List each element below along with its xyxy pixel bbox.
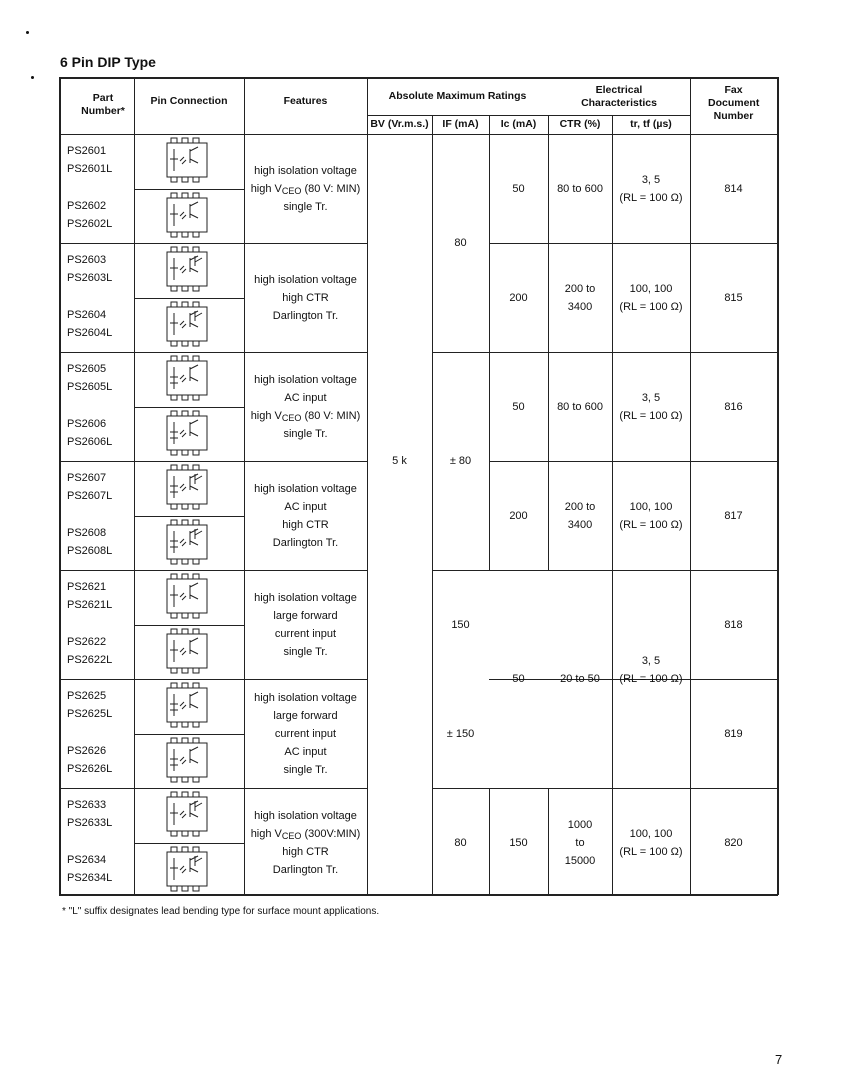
feature-text: large forward [273, 709, 338, 722]
table-rule [432, 788, 548, 789]
ctr-value: to [575, 836, 585, 849]
pin-connection-icon [162, 410, 212, 456]
trtf-value: 3, 5 [641, 391, 661, 404]
feature-text: single Tr. [283, 427, 328, 440]
feature-text: high VCEO (300V:MIN) [250, 827, 361, 841]
pin-connection-icon [162, 682, 212, 728]
trtf-value: 100, 100 [629, 827, 673, 840]
part-number: PS2604L [67, 327, 113, 339]
part-number: PS2634 [67, 854, 107, 866]
feature-text: high isolation voltage [254, 591, 357, 604]
ic-value: 50 [512, 400, 525, 413]
trtf-value: 3, 5 [641, 173, 661, 186]
part-number: PS2625L [67, 708, 113, 720]
header-trtf: tr, tf (µs) [630, 118, 672, 130]
table-rule [134, 843, 244, 844]
page-number: 7 [775, 1052, 783, 1067]
part-number: PS2608L [67, 545, 113, 557]
page-title: 6 Pin DIP Type [60, 54, 156, 70]
pin-connection-icon [162, 137, 212, 183]
part-number: PS2621 [67, 581, 107, 593]
trtf-value: 100, 100 [629, 282, 673, 295]
table-rule [59, 788, 367, 789]
table-rule [432, 570, 489, 571]
part-number: PS2605 [67, 363, 107, 375]
header-ctr: CTR (%) [559, 118, 601, 130]
part-number: PS2604 [67, 309, 107, 321]
table-rule [59, 679, 367, 680]
table-rule [134, 734, 244, 735]
pin-connection-icon [162, 519, 212, 565]
table-rule [489, 570, 690, 571]
pin-connection-icon [162, 464, 212, 510]
feature-text: single Tr. [283, 200, 328, 213]
part-number: PS2626 [67, 745, 107, 757]
feature-text: single Tr. [283, 763, 328, 776]
part-number: PS2633 [67, 799, 107, 811]
table-rule [690, 461, 777, 462]
part-number: PS2607L [67, 490, 113, 502]
table-rule [134, 298, 244, 299]
table-rule [59, 461, 367, 462]
part-number: PS2601L [67, 163, 113, 175]
table-rule [134, 77, 135, 895]
feature-text: Darlington Tr. [272, 863, 339, 876]
part-number: PS2626L [67, 763, 113, 775]
footnote: * "L" suffix designates lead bending type for surface mount applications. [62, 906, 380, 917]
header-electrical: Electrical Characteristics [581, 84, 657, 109]
feature-text: high isolation voltage [254, 273, 357, 286]
feature-text: AC input [284, 500, 327, 513]
trtf-value: (RL = 100 Ω) [619, 409, 683, 422]
header-bv: BV (Vr.m.s.) [370, 118, 429, 130]
margin-dot [31, 76, 34, 79]
trtf-value: (RL = 100 Ω) [619, 191, 683, 204]
header-absolute-max: Absolute Maximum Ratings [388, 90, 527, 102]
table-rule [134, 625, 244, 626]
ctr-value: 1000 [567, 818, 593, 831]
if-value: 80 [454, 836, 467, 849]
if-value: 80 [454, 237, 467, 249]
feature-text: high isolation voltage [254, 691, 357, 704]
table-rule [59, 77, 778, 79]
trtf-value: 3, 5 [641, 655, 661, 667]
table-rule [59, 243, 367, 244]
pin-connection-icon [162, 301, 212, 347]
table-rule [59, 134, 777, 135]
feature-text: high CTR [282, 845, 329, 858]
trtf-value: (RL = 100 Ω) [619, 845, 683, 858]
feature-text: high isolation voltage [254, 809, 357, 822]
table-rule [489, 243, 690, 244]
part-number: PS2602L [67, 218, 113, 230]
feature-text: high CTR [282, 518, 329, 531]
ctr-value: 200 to [564, 282, 596, 295]
ctr-value: 80 to 600 [557, 400, 603, 413]
pin-connection-icon [162, 791, 212, 837]
ctr-value: 3400 [567, 518, 593, 531]
part-number: PS2606 [67, 418, 107, 430]
pin-connection-icon [162, 737, 212, 783]
table-rule [134, 407, 244, 408]
header-features: Features [283, 95, 328, 107]
table-rule [690, 77, 691, 895]
header-pin-connection: Pin Connection [150, 95, 228, 107]
table-rule [690, 243, 777, 244]
if-value: ± 150 [446, 727, 475, 740]
header-ic: Ic (mA) [500, 118, 537, 130]
ctr-value: 80 to 600 [557, 182, 603, 195]
part-number: PS2603L [67, 272, 113, 284]
feature-text: high VCEO (80 V: MIN) [250, 409, 361, 423]
table-rule [690, 570, 777, 571]
fax-number: 814 [724, 182, 743, 195]
fax-number: 818 [724, 618, 743, 631]
header-if: IF (mA) [442, 118, 479, 130]
pin-connection-icon [162, 628, 212, 674]
pin-connection-icon [162, 573, 212, 619]
trtf-value: 100, 100 [629, 500, 673, 513]
table-rule [59, 894, 778, 896]
feature-text: high isolation voltage [254, 373, 357, 386]
trtf-value: (RL = 100 Ω) [619, 300, 683, 313]
bv-value: 5 k [392, 455, 407, 467]
ic-value: 200 [509, 509, 528, 522]
part-number: PS2621L [67, 599, 113, 611]
pin-connection-icon [162, 846, 212, 892]
ctr-value: 15000 [564, 854, 596, 867]
ic-value: 150 [509, 836, 528, 849]
part-number: PS2601 [67, 145, 107, 157]
table-rule [59, 77, 61, 895]
part-number: PS2605L [67, 381, 113, 393]
part-number: PS2633L [67, 817, 113, 829]
feature-text: large forward [273, 609, 338, 622]
if-value: 150 [451, 618, 470, 631]
part-number: PS2622 [67, 636, 107, 648]
part-number: PS2608 [67, 527, 107, 539]
feature-text: current input [274, 627, 337, 640]
fax-number: 819 [724, 727, 743, 740]
table-rule [432, 352, 489, 353]
part-number: PS2625 [67, 690, 107, 702]
feature-text: AC input [284, 391, 327, 404]
table-rule [367, 77, 368, 895]
margin-dot [26, 31, 29, 34]
fax-number: 815 [724, 291, 743, 304]
part-number: PS2622L [67, 654, 113, 666]
ctr-value: 200 to [564, 500, 596, 513]
table-rule [489, 461, 690, 462]
feature-text: current input [274, 727, 337, 740]
table-rule [59, 570, 367, 571]
part-number: PS2607 [67, 472, 107, 484]
part-number: PS2606L [67, 436, 113, 448]
fax-number: 816 [724, 400, 743, 413]
ctr-value: 20 to 50 [560, 673, 600, 685]
part-number: PS2602 [67, 200, 107, 212]
ic-value: 200 [509, 291, 528, 304]
header-part-number: Part Number* [81, 92, 125, 117]
table-rule [690, 352, 777, 353]
feature-text: Darlington Tr. [272, 536, 339, 549]
pin-connection-icon [162, 355, 212, 401]
feature-text: high isolation voltage [254, 482, 357, 495]
table-rule [777, 77, 779, 895]
part-number: PS2634L [67, 872, 113, 884]
feature-text: high CTR [282, 291, 329, 304]
pin-connection-icon [162, 192, 212, 238]
ic-value: 50 [512, 673, 525, 685]
pin-connection-icon [162, 246, 212, 292]
feature-text: AC input [284, 745, 327, 758]
fax-number: 820 [724, 836, 743, 849]
trtf-value: (RL = 100 Ω) [619, 673, 683, 685]
feature-text: Darlington Tr. [272, 309, 339, 322]
header-fax: Fax Document Number [708, 84, 760, 122]
feature-text: single Tr. [283, 645, 328, 658]
feature-text: high VCEO (80 V: MIN) [250, 182, 361, 196]
if-value: ± 80 [449, 455, 472, 467]
ic-value: 50 [512, 182, 525, 195]
part-number: PS2603 [67, 254, 107, 266]
table-rule [690, 788, 777, 789]
feature-text: high isolation voltage [254, 164, 357, 177]
table-rule [489, 134, 490, 570]
table-rule [134, 516, 244, 517]
table-rule [367, 115, 690, 116]
trtf-value: (RL = 100 Ω) [619, 518, 683, 531]
table-rule [59, 352, 367, 353]
fax-number: 817 [724, 509, 743, 522]
table-rule [489, 352, 690, 353]
ctr-value: 3400 [567, 300, 593, 313]
table-rule [134, 189, 244, 190]
